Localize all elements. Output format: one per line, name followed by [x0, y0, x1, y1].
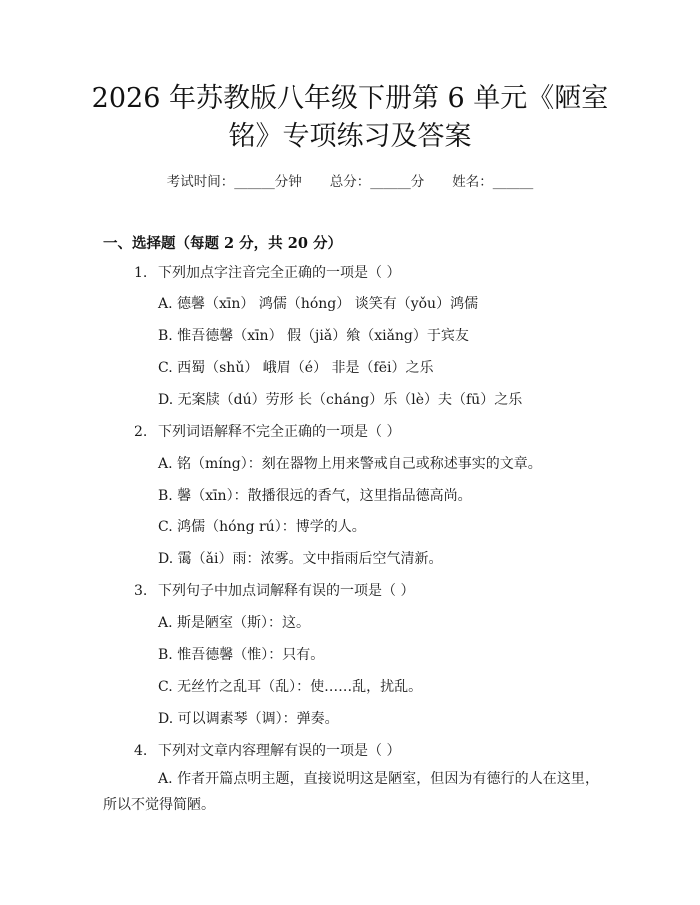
question-1-stem	[134, 262, 400, 282]
question-number: 1.	[134, 265, 148, 281]
question-4-option-a: A. 作者开篇点明主题，直接说明这是陋室，但因为有德行的人在这里，所以不觉得简陋。	[103, 771, 599, 813]
question-text: 下列词语解释不完全正确的一项是（ ）	[158, 424, 401, 440]
question-3-option-b: B. 惟吾德馨（惟）：只有。	[158, 647, 325, 663]
question-text: 下列对文章内容理解有误的一项是（ ）	[158, 743, 401, 759]
document-title-line-1: 2026 年苏教版八年级下册第 6 单元《陋室	[91, 83, 609, 114]
exam-meta-line	[0, 170, 700, 190]
total-score-field: 总分：______分	[329, 174, 425, 190]
question-2-option-b: B. 馨（xīn）：散播很远的香气，这里指品德高尚。	[158, 488, 472, 504]
question-3-stem	[134, 580, 414, 600]
question-2-option-d: D. 霭（ǎi）雨：浓雾。文中指雨后空气清新。	[158, 551, 443, 567]
question-2-option-c: C. 鸿儒（hóng rú）：博学的人。	[158, 519, 366, 535]
question-3-option-c: C. 无丝竹之乱耳（乱）：使……乱，扰乱。	[158, 679, 423, 695]
question-number: 2.	[134, 424, 148, 440]
question-text: 下列加点字注音完全正确的一项是（ ）	[158, 265, 401, 281]
question-text: 下列句子中加点词解释有误的一项是（ ）	[158, 583, 415, 599]
question-3-option-a: A. 斯是陋室（斯）：这。	[158, 615, 311, 631]
question-2-stem	[134, 421, 400, 441]
question-4-stem	[134, 740, 400, 760]
question-1-option-d: D. 无案牍（dú）劳形 长（cháng）乐（lè）夫（fū）之乐	[158, 392, 523, 408]
question-1-option-c: C. 西蜀（shǔ） 峨眉（é） 非是（fēi）之乐	[158, 360, 434, 376]
question-1-option-b: B. 惟吾德馨（xīn） 假（jiǎ）飨（xiǎng）于宾友	[158, 328, 469, 344]
question-number: 3.	[134, 583, 148, 599]
section-heading: 一、选择题（每题 2 分，共 20 分）	[103, 235, 342, 252]
document-title-line-2: 铭》专项练习及答案	[228, 121, 472, 152]
question-number: 4.	[134, 743, 148, 759]
question-3-option-d: D. 可以调素琴（调）：弹奏。	[158, 711, 339, 727]
exam-time-field: 考试时间：______分钟	[166, 174, 302, 190]
question-2-option-a: A. 铭（míng）：刻在器物上用来警戒自己或称述事实的文章。	[158, 456, 542, 472]
name-field: 姓名：______	[452, 174, 534, 190]
question-1-option-a: A. 德馨（xīn） 鸿儒（hóng） 谈笑有（yǒu）鸿儒	[158, 296, 479, 312]
